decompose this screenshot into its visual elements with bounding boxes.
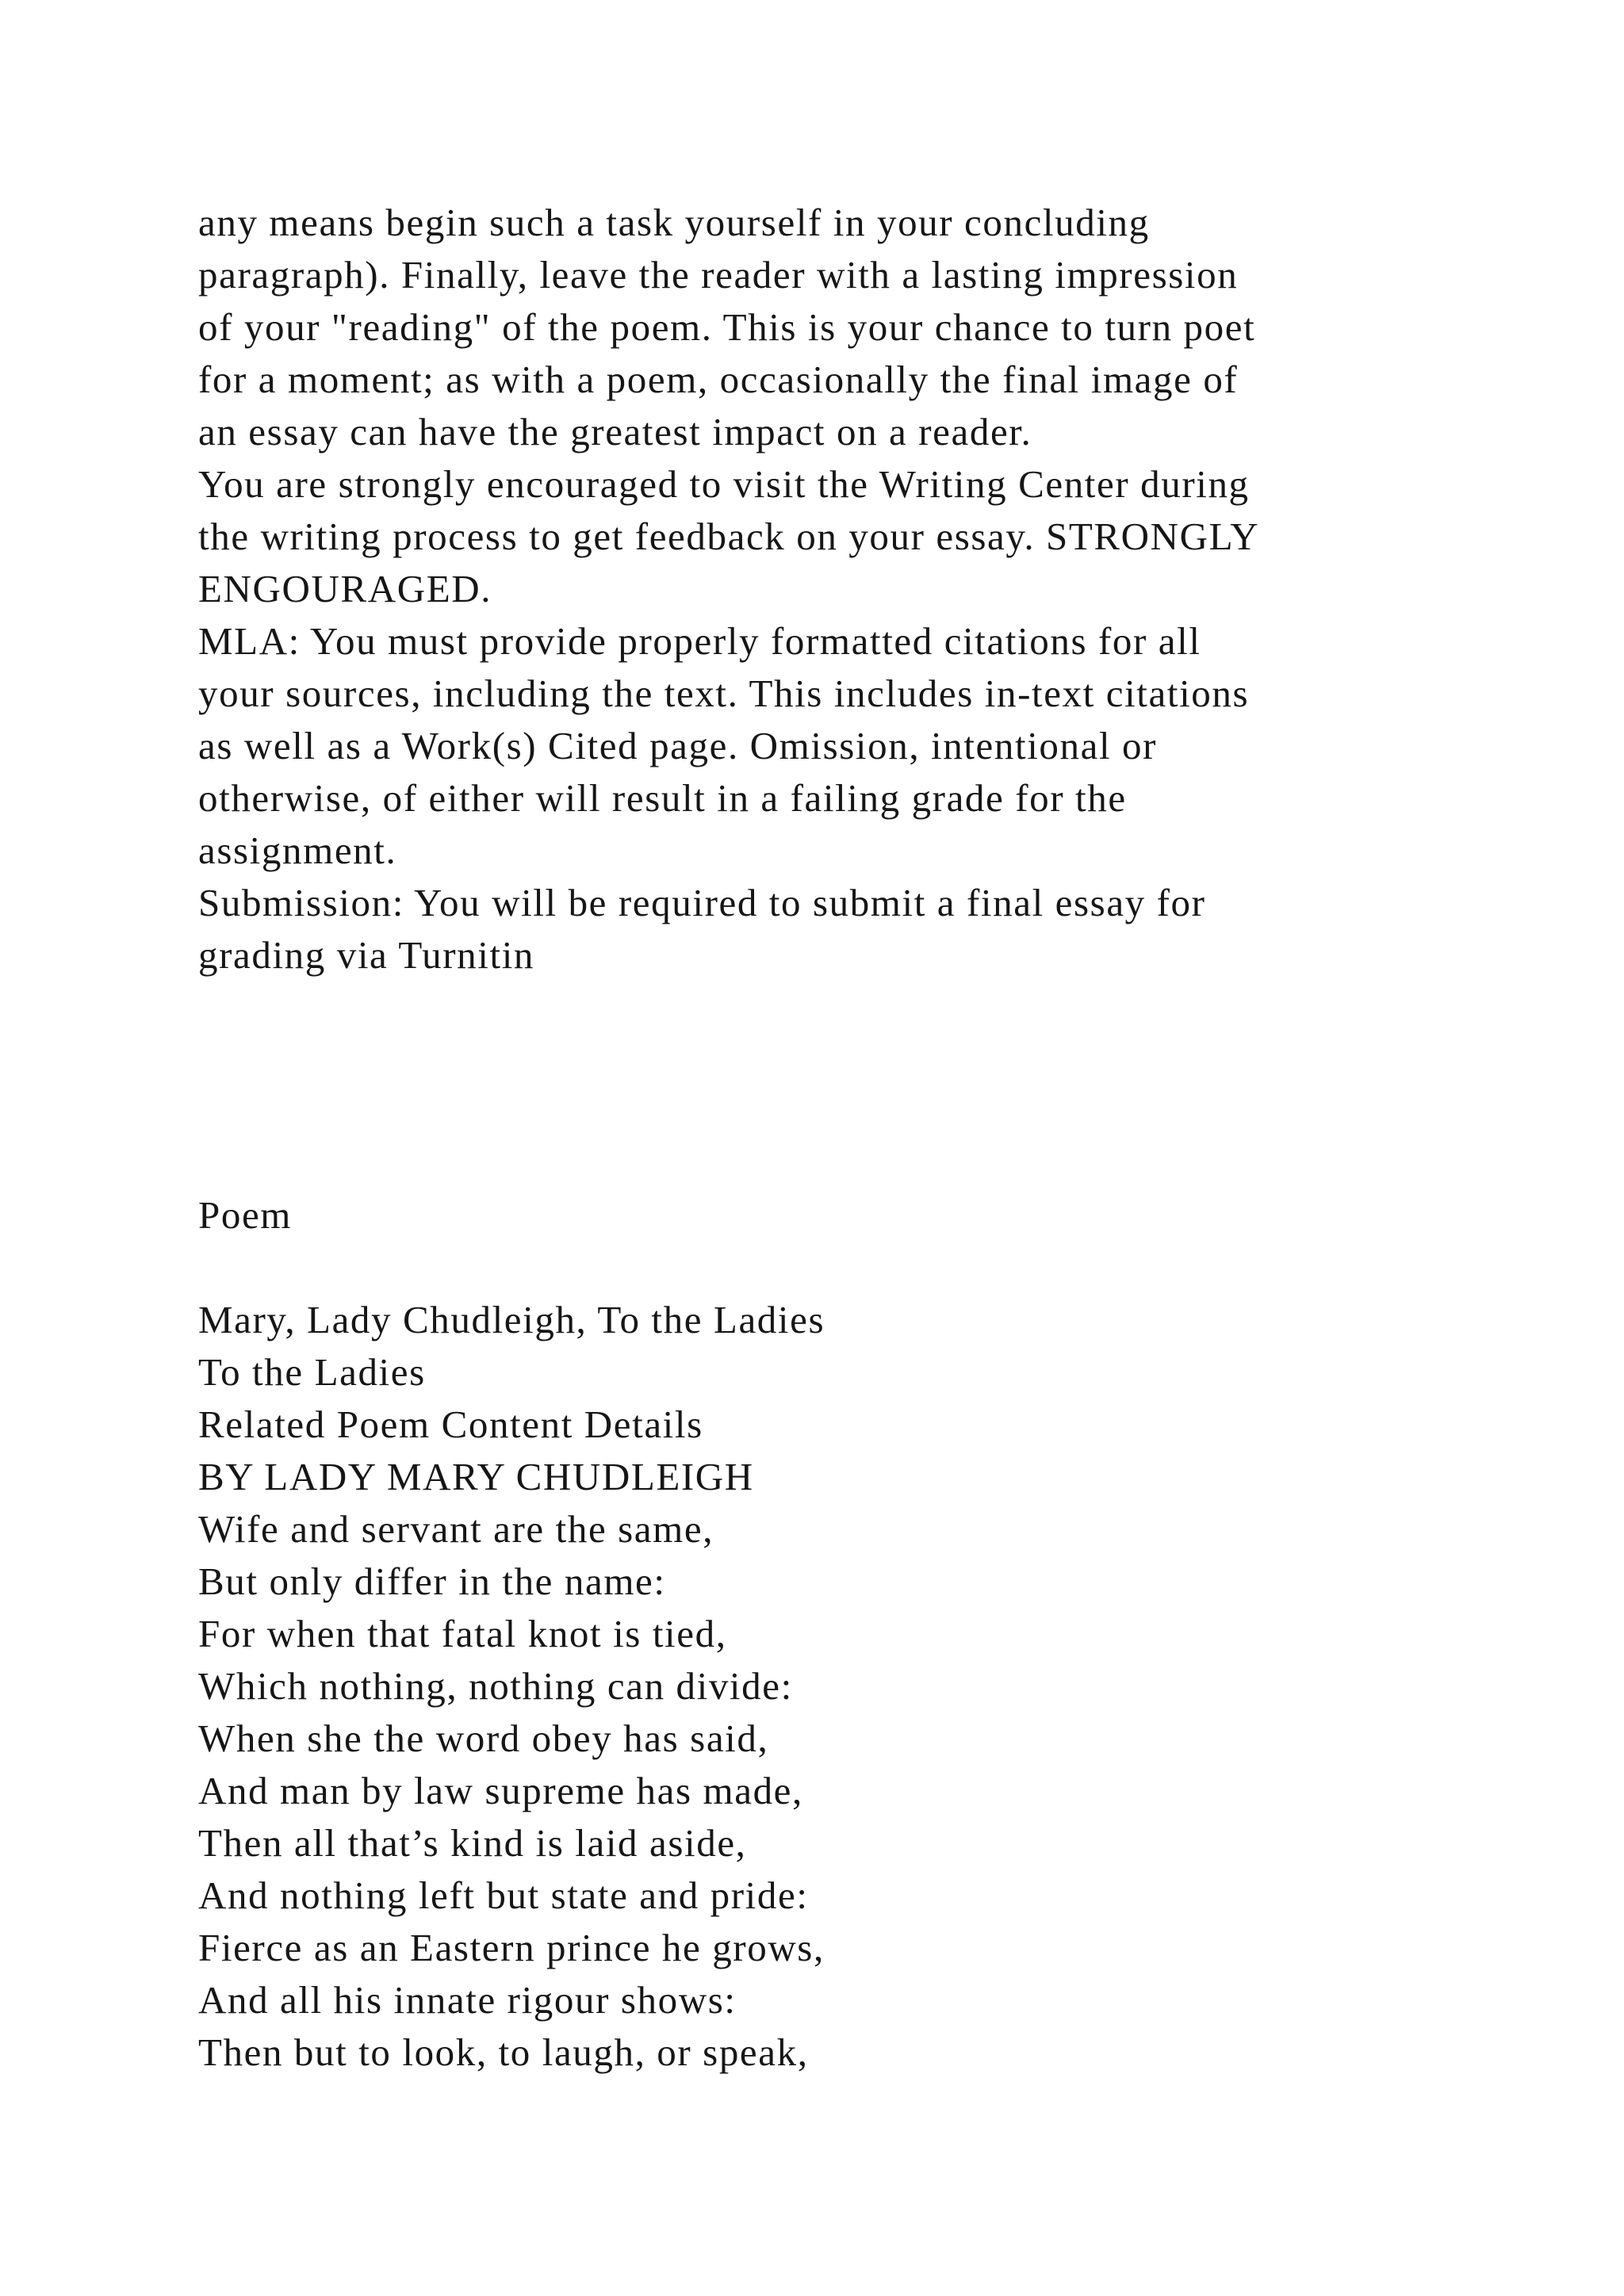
instructions-line: MLA: You must provide properly formatted citations for all <box>198 619 1201 663</box>
poem-header-line: To the Ladies <box>198 1350 426 1394</box>
poem-line: For when that fatal knot is tied, <box>198 1612 727 1655</box>
poem-header-line: Mary, Lady Chudleigh, To the Ladies <box>198 1298 825 1341</box>
poem-line: Fierce as an Eastern prince he grows, <box>198 1926 825 1969</box>
instructions-line: assignment. <box>198 828 397 872</box>
poem-line: Wife and servant are the same, <box>198 1507 714 1551</box>
instructions-line: You are strongly encouraged to visit the Writing Center during <box>198 462 1250 506</box>
poem-line: Which nothing, nothing can divide: <box>198 1664 793 1708</box>
poem-line: But only differ in the name: <box>198 1559 666 1603</box>
instructions-line: the writing process to get feedback on your essay. STRONGLY <box>198 515 1260 558</box>
poem-author: BY LADY MARY CHUDLEIGH <box>198 1455 754 1498</box>
instructions-line: paragraph). Finally, leave the reader with a lasting impression <box>198 253 1239 297</box>
section-heading: Poem <box>198 1193 293 1237</box>
instructions-line: Submission: You will be required to submit a final essay for <box>198 881 1206 924</box>
poem-line: And man by law supreme has made, <box>198 1769 803 1812</box>
instructions-line: your sources, including the text. This includes in-text citations <box>198 672 1250 715</box>
instructions-line: any means begin such a task yourself in your concluding <box>198 201 1150 244</box>
instructions-line: grading via Turnitin <box>198 933 535 977</box>
poem-line: And nothing left but state and pride: <box>198 1873 809 1917</box>
instructions-line: for a moment; as with a poem, occasionally the final image of <box>198 358 1239 401</box>
instructions-line: an essay can have the greatest impact on a reader. <box>198 410 1032 453</box>
poem-line: And all his innate rigour shows: <box>198 1978 737 2022</box>
instructions-line: as well as a Work(s) Cited page. Omission, intentional or <box>198 724 1158 767</box>
poem-header-line: Related Poem Content Details <box>198 1402 703 1446</box>
instructions-line: ENGOURAGED. <box>198 567 492 610</box>
poem-line: When she the word obey has said, <box>198 1716 769 1760</box>
poem-line: Then but to look, to laugh, or speak, <box>198 2030 809 2074</box>
instructions-line: of your "reading" of the poem. This is your chance to turn poet <box>198 305 1256 349</box>
instructions-line: otherwise, of either will result in a failing grade for the <box>198 776 1127 820</box>
poem-line: Then all that’s kind is laid aside, <box>198 1821 747 1865</box>
